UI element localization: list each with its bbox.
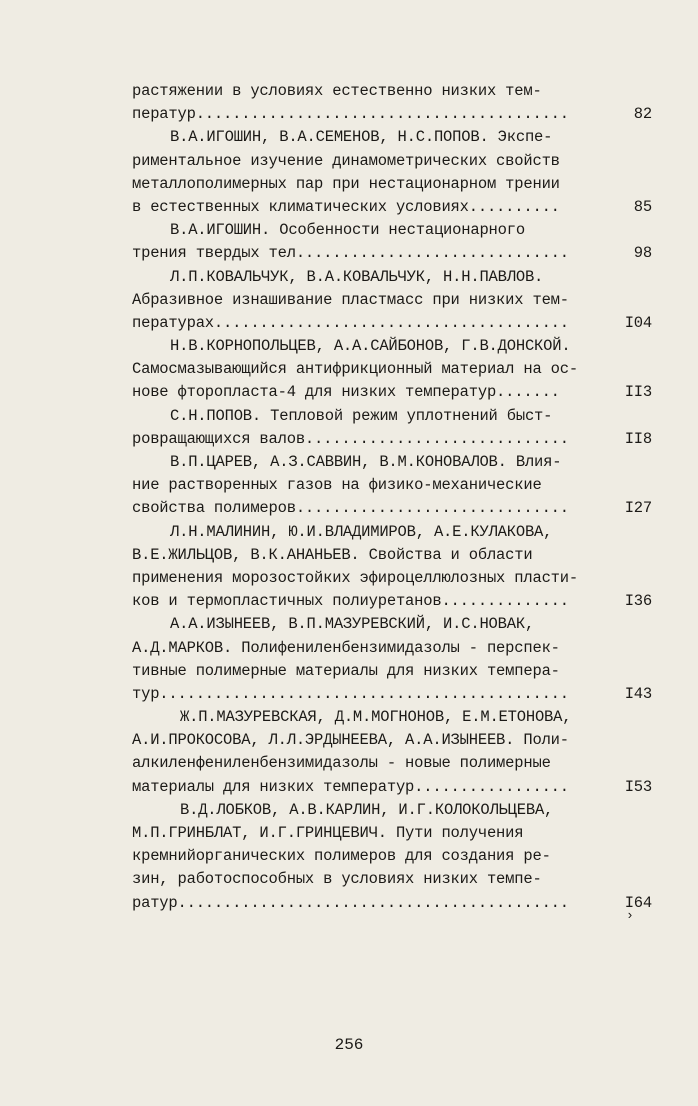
toc-line: растяжении в условиях естественно низких тем- — [132, 82, 542, 100]
toc-line: М.П.ГРИНБЛАТ, И.Г.ГРИНЦЕВИЧ. Пути получения — [132, 824, 524, 842]
page-number: I36 — [588, 590, 652, 613]
page-number: I53 — [588, 776, 652, 799]
page-number: II8 — [588, 428, 652, 451]
toc-line: свойства полимеров.............................. I27 — [132, 497, 652, 520]
toc-line: ратур........................................... I64 — [132, 892, 652, 915]
toc-line: применения морозостойких эфироцеллюлозных пласти- — [132, 568, 578, 587]
toc-line: А.Д.МАРКОВ. Полифениленбензимидазолы - перспек- — [132, 638, 560, 657]
toc-line: в естественных климатических условиях.......... 85 — [132, 196, 652, 219]
toc-line: В.Д.ЛОБКОВ, А.В.КАРЛИН, И.Г.КОЛОКОЛЬЦЕВА, — [180, 800, 554, 819]
page-number: I64 — [588, 892, 652, 915]
page-number: I04 — [588, 312, 652, 335]
page-number: 98 — [588, 242, 652, 265]
toc-line: Л.П.КОВАЛЬЧУК, В.А.КОВАЛЬЧУК, Н.Н.ПАВЛОВ. — [170, 267, 544, 286]
toc-line: Абразивное изнашивание пластмасс при низких тем- — [132, 290, 569, 309]
toc-line: тур............................................. I43 — [132, 683, 652, 706]
toc-line: пературах....................................... I04 — [132, 312, 652, 335]
toc-line: Н.В.КОРНОПОЛЬЦЕВ, А.А.САЙБОНОВ, Г.В.ДОНСКОЙ. — [170, 337, 571, 356]
toc-line: ков и термопластичных полиуретанов.............. I36 — [132, 590, 652, 613]
toc-line: В.П.ЦАРЕВ, А.З.САВВИН, В.М.КОНОВАЛОВ. Влия- — [170, 453, 562, 471]
toc-line: Л.Н.МАЛИНИН, Ю.И.ВЛАДИМИРОВ, А.Е.КУЛАКОВА, — [170, 522, 553, 541]
toc-line: В.А.ИГОШИН, В.А.СЕМЕНОВ, Н.С.ПОПОВ. Экспе- — [170, 128, 553, 147]
toc-line: ператур......................................... 82 — [132, 103, 652, 126]
toc-line: А.А.ИЗЫНЕЕВ, В.П.МАЗУРЕВСКИЙ, И.С.НОВАК, — [170, 615, 535, 634]
page-number: II3 — [588, 381, 652, 404]
page-number: I43 — [588, 683, 652, 706]
page-number: 82 — [588, 103, 652, 126]
folio-page-number: 256 — [334, 1036, 364, 1054]
toc-line: кремнийорганических полимеров для создания ре- — [132, 847, 551, 866]
table-of-contents — [132, 80, 652, 915]
toc-line: риментальное изучение динамометрических свойств — [132, 151, 560, 170]
toc-line: металлополимерных пар при нестационарном трении — [132, 174, 560, 193]
toc-line: В.Е.ЖИЛЬЦОВ, В.К.АНАНЬЕВ. Свойства и области — [132, 545, 533, 564]
page-number: 85 — [588, 196, 652, 219]
toc-line: ние растворенных газов на физико-механические — [132, 476, 542, 495]
toc-line: Самосмазывающийся антифрикционный материал на ос- — [132, 360, 578, 379]
toc-line: нове фторопласта-4 для низких температур....... II3 — [132, 381, 652, 404]
toc-line: алкиленфениленбензимидазолы - новые полимерные — [132, 754, 551, 773]
page-number: I27 — [588, 497, 652, 520]
toc-line: зин, работоспособных в условиях низких темпе- — [132, 870, 542, 889]
toc-line: трения твердых тел.............................. 98 — [132, 242, 652, 265]
margin-mark: › — [626, 908, 634, 923]
toc-line: материалы для низких температур................. I53 — [132, 776, 652, 799]
toc-line: А.И.ПРОКОСОВА, Л.Л.ЭРДЫНЕЕВА, А.А.ИЗЫНЕЕВ. Поли- — [132, 731, 569, 750]
toc-line: Ж.П.МАЗУРЕВСКАЯ, Д.М.МОГНОНОВ, Е.М.ЕТОНОВА, — [180, 708, 572, 727]
toc-line: тивные полимерные материалы для низких темпера- — [132, 661, 560, 680]
toc-line: В.А.ИГОШИН. Особенности нестационарного — [170, 221, 525, 240]
toc-line: ровращающихся валов............................. II8 — [132, 428, 652, 451]
toc-line: С.Н.ПОПОВ. Тепловой режим уплотнений быст- — [170, 406, 553, 425]
